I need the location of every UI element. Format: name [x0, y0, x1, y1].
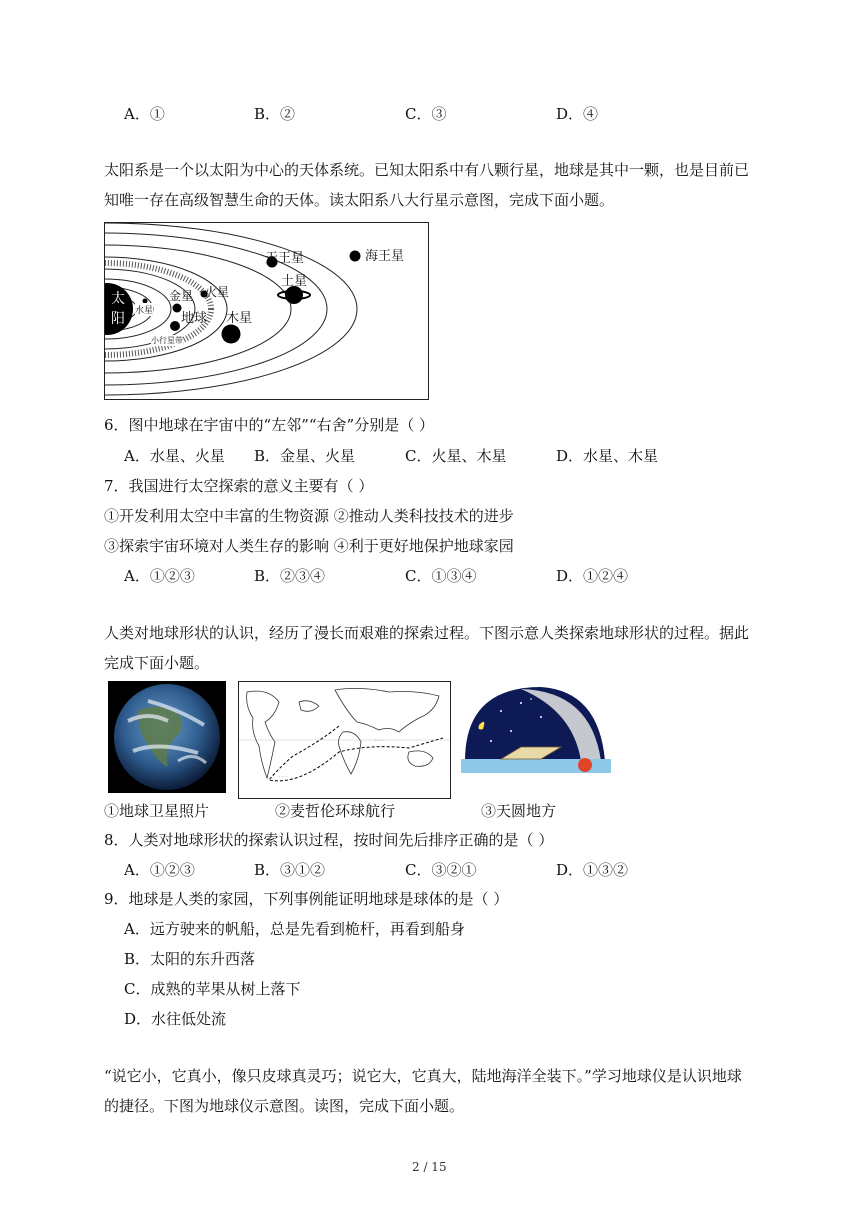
q6-option-c: C．火星、木星	[405, 447, 507, 465]
saturn-label: 土星	[281, 274, 308, 289]
earth-satellite-photo	[108, 681, 226, 793]
jupiter-label: 木星	[226, 311, 253, 326]
q7-option-c: C．①③④	[405, 567, 477, 585]
caption-magellan: ②麦哲伦环球航行	[275, 802, 396, 820]
q9-option-a: A．远方驶来的帆船，总是先看到桅杆，再看到船身	[124, 920, 465, 938]
venus-label: 金星	[169, 289, 194, 303]
q6-option-a: A．水星、火星	[124, 447, 225, 465]
jupiter-icon	[222, 325, 241, 344]
q7-option-d: D．①②④	[556, 567, 629, 585]
q8-option-a: A．①②③	[124, 861, 195, 879]
globe-intro-line-2: 的捷径。下图为地球仪示意图。读图，完成下面小题。	[104, 1097, 465, 1115]
shape-intro-line-2: 完成下面小题。	[104, 654, 210, 672]
uranus-label: 天王星	[265, 251, 305, 266]
asteroid-belt-label: 小行星带	[151, 336, 183, 345]
q6-stem: 6．图中地球在宇宙中的“左邻”“右舍”分别是（ ）	[104, 416, 434, 434]
q6-option-d: D．水星、木星	[556, 447, 659, 465]
sun-label-bottom: 阳	[111, 311, 125, 327]
q7-item-line-1: ①开发利用太空中丰富的生物资源 ②推动人类科技技术的进步	[104, 507, 514, 525]
neptune-icon	[350, 251, 361, 262]
earth-icon	[170, 321, 180, 331]
sun-label-top: 太	[111, 291, 125, 307]
solar-intro-line-1: 太阳系是一个以太阳为中心的天体系统。已知太阳系中有八颗行星，地球是其中一颗，也是目前已	[104, 161, 750, 179]
svg-text:· · ·: · · ·	[375, 738, 383, 744]
q5-option-a: A．①	[124, 105, 165, 123]
mercury-label: 水星	[135, 303, 153, 316]
mars-label: 火星	[205, 285, 230, 299]
q5-option-b: B．②	[254, 105, 296, 123]
q7-option-b: B．②③④	[254, 567, 326, 585]
q7-option-a: A．①②③	[124, 567, 195, 585]
q7-item-line-2: ③探索宇宙环境对人类生存的影响 ④利于更好地保护地球家园	[104, 537, 514, 555]
svg-text:· · ·: · · ·	[279, 774, 287, 780]
solar-intro-line-2: 知唯一存在高级智慧生命的天体。读太阳系八大行星示意图，完成下面小题。	[104, 191, 615, 209]
round-heaven-square-earth-figure	[461, 681, 611, 793]
earth-label: 地球	[181, 311, 208, 326]
caption-heaven-earth: ③天圆地方	[481, 802, 557, 820]
q6-option-b: B．金星、火星	[254, 447, 356, 465]
solar-system-figure	[104, 222, 429, 400]
q8-option-d: D．①③②	[556, 861, 629, 879]
globe-intro-line-1: “说它小，它真小，像只皮球真灵巧；说它大，它真大，陆地海洋全装下。”学习地球仪是认识地球	[104, 1067, 742, 1085]
caption-satellite: ①地球卫星照片	[104, 802, 210, 820]
shape-intro-line-1: 人类对地球形状的认识，经历了漫长而艰难的探索过程。下图示意人类探索地球形状的过程。据此	[104, 624, 750, 642]
q8-option-b: B．③①②	[254, 861, 326, 879]
q9-option-d: D．水往低处流	[124, 1010, 227, 1028]
q8-option-c: C．③②①	[405, 861, 477, 879]
q8-stem: 8．人类对地球形状的探索认识过程，按时间先后排序正确的是（ ）	[104, 831, 554, 849]
magellan-voyage-map	[238, 681, 451, 799]
q9-option-c: C．成熟的苹果从树上落下	[124, 980, 301, 998]
q9-stem: 9．地球是人类的家园，下列事例能证明地球是球体的是（ ）	[104, 890, 509, 908]
page-number: 2 / 15	[412, 1160, 447, 1174]
q9-option-b: B．太阳的东升西落	[124, 950, 256, 968]
q7-stem: 7．我国进行太空探索的意义主要有（ ）	[104, 477, 374, 495]
neptune-label: 海王星	[365, 249, 405, 264]
q5-option-d: D．④	[556, 105, 599, 123]
q5-option-c: C．③	[405, 105, 447, 123]
